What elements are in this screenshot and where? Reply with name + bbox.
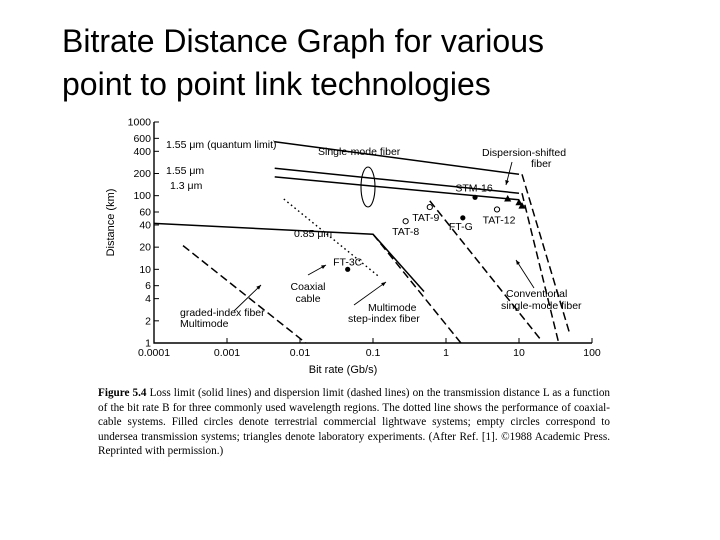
y-tick-label: 2 — [145, 315, 151, 328]
y-tick-label: 600 — [133, 132, 151, 145]
x-tick-label: 0.01 — [289, 347, 311, 359]
pointer-arrowhead — [516, 260, 520, 265]
annotation-12: Multimode — [180, 318, 229, 330]
annotation-7: 0.85 μm — [294, 228, 333, 240]
marker-open-circle — [494, 207, 499, 212]
annotation-6: 1.3 μm — [170, 180, 203, 192]
y-tick-label: 1000 — [127, 116, 151, 129]
slide-title-line-2: point to point link technologies — [62, 66, 491, 102]
band-ellipse — [361, 167, 375, 207]
annotation-2: Dispersion-shifted — [482, 147, 567, 159]
x-tick-label: 0.001 — [213, 347, 241, 359]
y-tick-label: 60 — [139, 206, 151, 219]
pointer-arrowhead — [381, 282, 386, 286]
y-tick-label: 200 — [133, 167, 151, 180]
series-line-8 — [522, 193, 559, 343]
marker-label: FT-3C — [333, 256, 363, 269]
pointer-line — [516, 260, 534, 288]
y-tick-label: 4 — [145, 293, 151, 306]
y-tick-label: 1 — [145, 337, 151, 350]
annotation-10: Multimode — [368, 302, 417, 314]
series-line-4 — [154, 223, 424, 291]
figure-caption — [98, 386, 610, 459]
figure-caption-text: Loss limit (solid lines) and dispersion limit (dashed lines) on the transmission distance L as a function of the bit rate B for three commonly used wavelength regions. The dotted line shows the performance of coaxial-cable systems. Filled circles denote terrestrial commercial lightwave systems; empty circles correspond to undersea transmission systems; triangles denote laboratory experiments. (After Ref. [1]. ©1988 Academic Press. Reprinted with permission.) — [98, 387, 611, 458]
x-tick-label: 100 — [583, 347, 601, 359]
annotation-5: 1.55 μm — [166, 165, 205, 177]
y-axis-label: Distance (km) — [105, 188, 117, 257]
annotation-4: 1.55 μm (quantum limit) — [166, 139, 277, 151]
figure-caption-label: Figure 5.4 — [98, 387, 147, 399]
annotation-13: step-index fiber — [348, 313, 420, 325]
x-tick-label: 0.1 — [365, 347, 381, 359]
x-axis-label: Bit rate (Gb/s) — [308, 364, 378, 376]
marker-filled-circle — [472, 195, 477, 200]
slide-title — [62, 20, 682, 106]
annotation-9: cable — [295, 293, 321, 305]
y-tick-label: 6 — [145, 280, 151, 293]
annotation-8: Coaxial — [290, 281, 326, 293]
marker-label: FT-G — [448, 220, 473, 233]
y-tick-label: 20 — [139, 241, 151, 254]
annotation-14: Conventional — [506, 288, 568, 300]
x-tick-label: 10 — [513, 347, 525, 359]
annotation-15: single-mode fiber — [501, 300, 582, 312]
annotation-3: fiber — [531, 158, 552, 170]
slide-title-line-1: Bitrate Distance Graph for various — [62, 23, 544, 59]
marker-label: TAT-9 — [412, 212, 440, 225]
marker-open-circle — [427, 204, 432, 209]
x-tick-label: 1 — [443, 347, 449, 359]
annotation-1: Single-mode fiber — [318, 146, 401, 158]
marker-label: TAT-12 — [482, 214, 516, 227]
y-tick-label: 100 — [133, 190, 151, 203]
marker-filled-circle — [460, 215, 465, 220]
y-tick-label: 400 — [133, 145, 151, 158]
y-tick-label: 10 — [139, 263, 151, 276]
marker-label: TAT-8 — [392, 226, 420, 239]
marker-label: STM-16 — [455, 182, 493, 195]
series-line-5 — [373, 234, 461, 343]
marker-open-circle — [403, 219, 408, 224]
x-tick-label: 0.0001 — [137, 347, 171, 359]
y-tick-label: 40 — [139, 219, 151, 232]
annotation-11: graded-index fiber — [180, 307, 265, 319]
